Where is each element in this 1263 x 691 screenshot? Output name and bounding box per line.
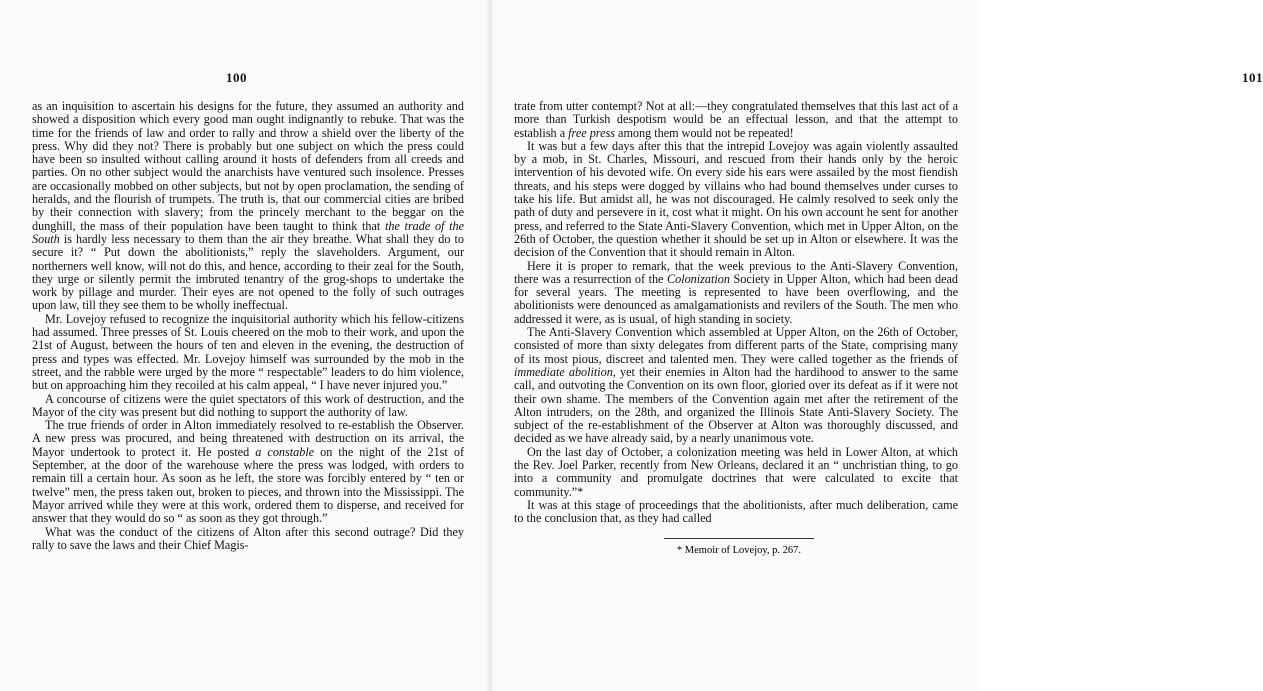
paragraph bbox=[514, 260, 958, 326]
text-run: A concourse of citizens were the quiet spectators of this work of destruction, and the Mayor of the city was present but did nothing to support the authority of law. bbox=[32, 391, 464, 419]
paragraph bbox=[514, 326, 958, 446]
footnote: * Memoir of Lovejoy, p. 267. bbox=[664, 538, 814, 556]
text-run: among them would not be repeated! bbox=[614, 125, 794, 140]
text-run: Society in Upper Alton, which had been dead for several years. The meeting is represented to have been overflowing, and the abolitionists were denounced as amalgamationists and revilers of the South. The men who addressed it were, as is usual, of high standing in society. bbox=[514, 271, 958, 326]
italic-text: Colonization bbox=[666, 271, 730, 286]
paragraph bbox=[32, 100, 464, 313]
text-run: on the night of the 21st of September, at the door of the warehouse where the press was lodged, with orders to remain till a certain hour. As soon as he left, the store was forcibly entered by “ ten or twelve” men, the press taken out, broken to pieces, and thrown into the Mississippi. The Mayor arrived while they were at this work, ordered them to disperse, and received for answer that they would do so “ as soon as they got through.” bbox=[32, 444, 464, 526]
italic-text: immediate abolition bbox=[514, 364, 613, 379]
paragraph bbox=[32, 526, 464, 553]
italic-text: a constable bbox=[255, 444, 315, 459]
italic-text: free press bbox=[568, 125, 615, 140]
page-number: 101 bbox=[1242, 70, 1263, 85]
page-number: 100 bbox=[226, 70, 247, 85]
text-run: trate from utter contempt? Not at all:—they congratulated themselves that this last act of a more than Turkish despotism would be an effectual lesson, and that the attempt to establish a bbox=[514, 99, 958, 140]
paragraph bbox=[514, 100, 958, 140]
paragraph bbox=[514, 140, 958, 260]
text-run: as an inquisition to ascertain his designs for the future, they assumed an authority and showed a disposition which every good man ought indignantly to rebuke. That was the time for the friends of law and order to rally and throw a shield over the liberty of the press. Why did they not? There is probably but one subject on which the press could have been so insulted without calling around it hosts of defenders from all creeds and parties. On no other subject would the anarchists have ventured such insolence. Presses are occasionally mobbed on other subjects, but not by open proclamation, the sending of heralds, and the flourish of trumpets. The truth is, that our commercial cities are bribed by their connection with slavery; from the princely merchant to the beggar on the dunghill, the mass of their population have been taught to think that bbox=[32, 99, 464, 233]
paragraph bbox=[514, 499, 958, 526]
paragraph bbox=[514, 446, 958, 499]
paragraph bbox=[32, 313, 464, 393]
page-body-text bbox=[32, 100, 464, 552]
italic-text: the trade of the South bbox=[32, 218, 465, 246]
page-body-text bbox=[514, 100, 958, 526]
paragraph bbox=[32, 419, 464, 525]
text-run: is hardly less necessary to them than the air they breathe. What shall they do to secure it? “ Put down the abolitionists,” reply the slaveholders. Argument, our northerners well know, will not do this, and hence, according to their zeal for the South, they urge or silently permit the imbruted tenantry of the grog-shops to undertake the work by pillage and murder. Their eyes are not opened to the folly of such outrages upon law, till they see them to be wholly ineffectual. bbox=[32, 231, 464, 313]
text-run: Here it is proper to remark, that the week previous to the Anti-Slavery Convention, there was a resurrection of the bbox=[514, 258, 958, 286]
paragraph bbox=[32, 393, 464, 420]
text-run: It was at this stage of proceedings that the abolitionists, after much deliberation, came to the conclusion that, as they had called bbox=[514, 497, 958, 526]
text-run: , yet their enemies in Alton had the hardihood to answer to the same call, and outvoting the Convention on its own floor, gloried over its defeat as if it were not their own shame. The members of the Convention again met after the retirement of the Alton intruders, on the 28th, and organized the Illinois State Anti-Slavery Society. The subject of the re-establishment of the Observer at Alton was thoroughly discussed, and decided as we have already said, by a nearly unanimous vote. bbox=[514, 364, 959, 446]
text-run: It was but a few days after this that the intrepid Lovejoy was again violently assaulted by a mob, in St. Charles, Missouri, and rescued from their hands only by the heroic intervention of his devoted wife. On every side his ears were assailed by the most fiendish threats, and his steps were dogged by villains who had bound themselves under curses to take his life. But amidst all, he was not discouraged. He calmly resolved to seek only the path of duty and persevere in it, cost what it might. On his own account he sent for another press, and referred to the State Anti-Slavery Convention, which met in Upper Alton, on the 26th of October, the question whether it should be set up in Alton or elsewhere. It was the decision of the Convention that it should remain in Alton. bbox=[514, 138, 958, 260]
right-page bbox=[490, 0, 1263, 691]
text-run: The Anti-Slavery Convention which assembled at Upper Alton, on the 26th of October, consisted of more than sixty delegates from different parts of the State, comprising many of its most pious, discreet and talented men. They were called together as the friends of bbox=[514, 325, 958, 366]
text-run: The true friends of order in Alton immediately resolved to re-establish the Observer. A new press was procured, and being threatened with destruction on its arrival, the Mayor undertook to protect it. He posted bbox=[32, 418, 464, 459]
text-run: What was the conduct of the citizens of Alton after this second outrage? Did they rally to save the laws and their Chief Magis- bbox=[32, 524, 464, 552]
left-page bbox=[0, 0, 490, 691]
text-run: On the last day of October, a colonization meeting was held in Lower Alton, at which the Rev. Joel Parker, recently from New Orleans, declared it an “ unchristian thing, to go into a community and promulgate doctrines that were calculated to excite that community.”* bbox=[514, 444, 958, 499]
text-run: Mr. Lovejoy refused to recognize the inquisitorial authority which his fellow-citizens had assumed. Three presses of St. Louis cheered on the mob to their work, and upon the 21st of August, between the hours of ten and eleven in the evening, the destruction of press and types was effected. Mr. Lovejoy himself was surrounded by the mob in the street, and the rabble were urged by the more “ respectable” leaders to do him violence, but on approaching him they recoiled at his calm appeal, “ I have never injured you.” bbox=[32, 311, 464, 393]
